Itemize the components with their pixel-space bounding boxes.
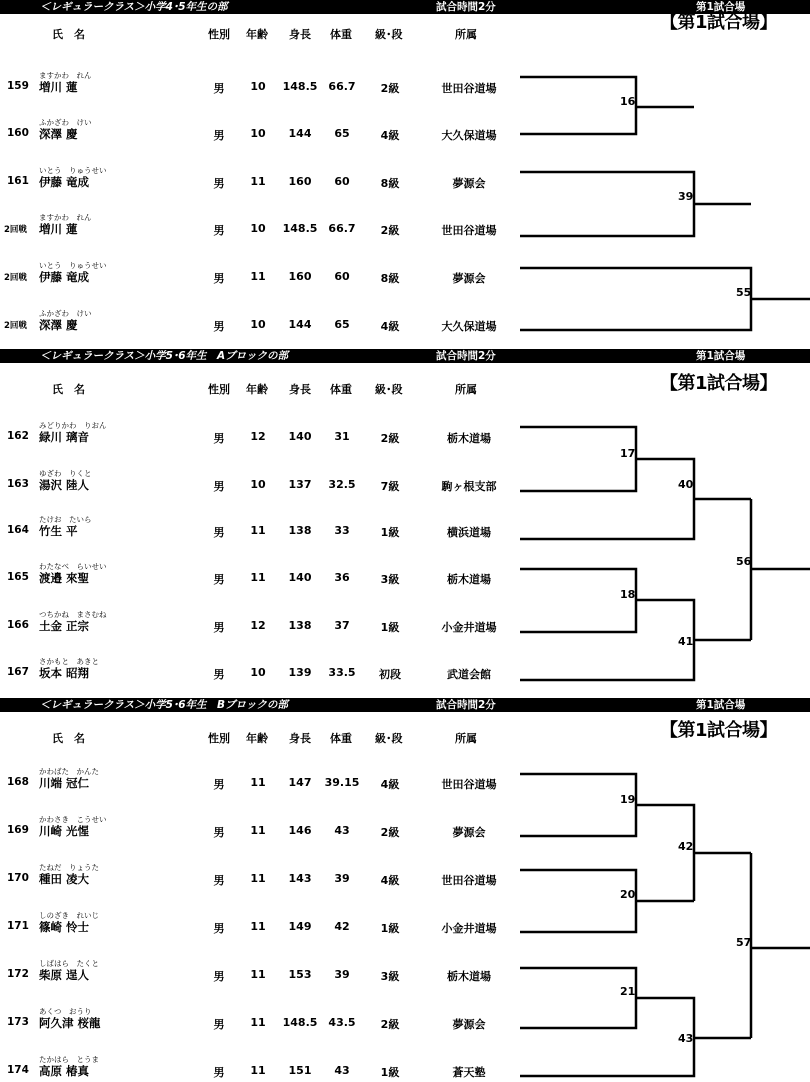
gender: 男 [213, 129, 225, 142]
competitor-name: 坂本 昭翔 [39, 666, 90, 680]
competitor-name: 川端 冠仁 [39, 776, 90, 790]
col-header-name: 氏 名 [52, 383, 85, 396]
age: 11 [250, 968, 266, 981]
weight: 36 [334, 571, 350, 584]
bracket-line [520, 172, 694, 236]
gender: 男 [213, 1066, 225, 1079]
age: 10 [250, 222, 266, 235]
gender: 男 [213, 320, 225, 333]
gender: 男 [213, 272, 225, 285]
venue-heading: 【第1試合場】 [660, 12, 778, 33]
col-header-weight: 体重 [330, 383, 352, 396]
gender: 男 [213, 668, 225, 681]
height: 146 [288, 824, 312, 837]
match-number: 19 [620, 793, 636, 806]
age: 10 [250, 478, 266, 491]
venue-label: 第1試合場 [696, 350, 746, 362]
furigana: いとう りゅうせい [39, 261, 107, 270]
height: 144 [288, 127, 312, 140]
weight: 39 [334, 872, 350, 885]
age: 11 [250, 920, 266, 933]
col-header-age: 年齢 [246, 28, 268, 41]
competitor-name: 川崎 光惺 [39, 824, 90, 838]
match-number: 18 [620, 588, 636, 601]
match-number: 17 [620, 447, 636, 460]
weight: 33.5 [328, 666, 356, 679]
furigana: しばはら たくと [39, 959, 99, 968]
competitor-name: 土金 正宗 [39, 619, 90, 633]
age: 11 [250, 776, 266, 789]
grade: 8級 [380, 177, 400, 190]
col-header-age: 年齢 [246, 383, 268, 396]
bracket-line [520, 998, 694, 1076]
bracket-line [520, 268, 751, 330]
age: 11 [250, 524, 266, 537]
col-header-name: 氏 名 [52, 28, 85, 41]
furigana: かわばた かんた [39, 767, 99, 776]
furigana: ますかわ れん [39, 213, 92, 222]
match-number: 56 [736, 555, 752, 568]
furigana: たねだ りょうた [39, 863, 99, 872]
grade: 4級 [380, 129, 400, 142]
affiliation: 大久保道場 [441, 129, 497, 142]
affiliation: 武道会館 [447, 668, 491, 681]
col-header-affiliation: 所属 [455, 732, 477, 745]
entry-number: 168 [7, 776, 29, 788]
match-time: 試合時間2分 [436, 699, 496, 711]
weight: 66.7 [328, 222, 356, 235]
col-header-weight: 体重 [330, 28, 352, 41]
grade: 4級 [380, 320, 400, 333]
match-number: 41 [678, 635, 694, 648]
age: 11 [250, 824, 266, 837]
grade: 1級 [380, 621, 400, 634]
section-title: ＜レギュラークラス＞小学5･6年生 Aブロックの部 [40, 350, 288, 362]
weight: 65 [334, 318, 350, 331]
grade: 8級 [380, 272, 400, 285]
age: 12 [250, 430, 266, 443]
height: 148.5 [282, 1016, 318, 1029]
gender: 男 [213, 970, 225, 983]
competitor-name: 深澤 慶 [39, 318, 78, 332]
section-title: ＜レギュラークラス＞小学4･5年生の部 [40, 1, 228, 13]
affiliation: 小金井道場 [441, 922, 497, 935]
col-header-grade: 級･段 [375, 732, 403, 745]
affiliation: 夢源会 [452, 826, 486, 839]
furigana: ふかざわ けい [39, 309, 92, 318]
weight: 39 [334, 968, 350, 981]
venue-label: 第1試合場 [696, 1, 746, 13]
entry-number: 162 [7, 430, 29, 442]
furigana: わたなべ らいせい [39, 562, 107, 571]
entry-number: 165 [7, 571, 29, 583]
age: 11 [250, 571, 266, 584]
gender: 男 [213, 874, 225, 887]
entry-number: 2回戦 [4, 225, 27, 235]
bracket-line [520, 427, 636, 491]
height: 147 [288, 776, 312, 789]
height: 153 [288, 968, 312, 981]
age: 12 [250, 619, 266, 632]
furigana: ふかざわ けい [39, 118, 92, 127]
grade: 1級 [380, 526, 400, 539]
height: 139 [288, 666, 312, 679]
weight: 43.5 [328, 1016, 356, 1029]
match-number: 20 [620, 888, 636, 901]
col-header-height: 身長 [289, 28, 311, 41]
bracket-line [520, 870, 636, 932]
weight: 43 [334, 1064, 350, 1077]
affiliation: 夢源会 [452, 272, 486, 285]
age: 11 [250, 1016, 266, 1029]
bracket-line [520, 459, 694, 539]
weight: 39.15 [324, 776, 360, 789]
match-number: 16 [620, 95, 636, 108]
height: 149 [288, 920, 312, 933]
gender: 男 [213, 526, 225, 539]
gender: 男 [213, 1018, 225, 1031]
match-number: 57 [736, 936, 752, 949]
grade: 3級 [380, 970, 400, 983]
age: 10 [250, 80, 266, 93]
competitor-name: 竹生 平 [39, 524, 78, 538]
grade: 2級 [380, 432, 400, 445]
weight: 43 [334, 824, 350, 837]
furigana: かわさき こうせい [39, 815, 107, 824]
bracket-line [520, 77, 636, 134]
grade: 2級 [380, 82, 400, 95]
grade: 3級 [380, 573, 400, 586]
venue-heading: 【第1試合場】 [660, 720, 778, 741]
match-number: 39 [678, 190, 694, 203]
match-time: 試合時間2分 [436, 350, 496, 362]
match-time: 試合時間2分 [436, 1, 496, 13]
weight: 37 [334, 619, 350, 632]
height: 138 [288, 524, 312, 537]
grade: 4級 [380, 778, 400, 791]
competitor-name: 湯沢 陸人 [39, 478, 90, 492]
entry-number: 2回戦 [4, 273, 27, 283]
entry-number: 166 [7, 619, 29, 631]
competitor-name: 伊藤 竜成 [39, 270, 90, 284]
col-header-grade: 級･段 [375, 28, 403, 41]
entry-number: 161 [7, 175, 29, 187]
bracket-line [636, 805, 694, 901]
bracket-line [520, 968, 636, 1028]
affiliation: 世田谷道場 [441, 778, 497, 791]
affiliation: 蒼天塾 [452, 1066, 486, 1079]
height: 138 [288, 619, 312, 632]
weight: 60 [334, 175, 350, 188]
bracket-line [520, 600, 694, 680]
affiliation: 世田谷道場 [441, 82, 497, 95]
grade: 1級 [380, 1066, 400, 1079]
match-number: 40 [678, 478, 694, 491]
tournament-bracket [0, 698, 810, 1082]
age: 11 [250, 175, 266, 188]
entry-number: 171 [7, 920, 29, 932]
col-header-grade: 級･段 [375, 383, 403, 396]
entry-number: 164 [7, 524, 29, 536]
entry-number: 159 [7, 80, 29, 92]
competitor-name: 増川 蓮 [39, 222, 78, 236]
height: 144 [288, 318, 312, 331]
furigana: しのざき れいじ [39, 911, 99, 920]
col-header-height: 身長 [289, 732, 311, 745]
height: 151 [288, 1064, 312, 1077]
height: 148.5 [282, 222, 318, 235]
weight: 42 [334, 920, 350, 933]
col-header-gender: 性別 [208, 28, 230, 41]
competitor-name: 渡邉 來聖 [39, 571, 90, 585]
col-header-gender: 性別 [208, 732, 230, 745]
age: 10 [250, 666, 266, 679]
gender: 男 [213, 621, 225, 634]
gender: 男 [213, 922, 225, 935]
tournament-bracket [0, 0, 810, 350]
furigana: さかもと あきと [39, 657, 99, 666]
height: 160 [288, 270, 312, 283]
age: 11 [250, 1064, 266, 1077]
col-header-affiliation: 所属 [455, 383, 477, 396]
entry-number: 2回戦 [4, 321, 27, 331]
competitor-name: 篠崎 怜士 [39, 920, 90, 934]
height: 148.5 [282, 80, 318, 93]
gender: 男 [213, 480, 225, 493]
age: 10 [250, 318, 266, 331]
height: 137 [288, 478, 312, 491]
venue-label: 第1試合場 [696, 699, 746, 711]
col-header-name: 氏 名 [52, 732, 85, 745]
entry-number: 172 [7, 968, 29, 980]
weight: 31 [334, 430, 350, 443]
grade: 2級 [380, 1018, 400, 1031]
entry-number: 173 [7, 1016, 29, 1028]
affiliation: 世田谷道場 [441, 874, 497, 887]
affiliation: 横浜道場 [447, 526, 491, 539]
section-grade-5-6-block-b [0, 698, 810, 1082]
furigana: あくつ おうり [39, 1007, 92, 1016]
col-header-height: 身長 [289, 383, 311, 396]
match-number: 55 [736, 286, 752, 299]
grade: 4級 [380, 874, 400, 887]
grade: 7級 [380, 480, 400, 493]
entry-number: 169 [7, 824, 29, 836]
competitor-name: 高原 椿真 [39, 1064, 90, 1078]
affiliation: 栃木道場 [447, 432, 491, 445]
gender: 男 [213, 573, 225, 586]
furigana: つちかね まさむね [39, 610, 107, 619]
gender: 男 [213, 826, 225, 839]
height: 143 [288, 872, 312, 885]
affiliation: 栃木道場 [447, 573, 491, 586]
affiliation: 小金井道場 [441, 621, 497, 634]
furigana: たかはら とうま [39, 1055, 99, 1064]
entry-number: 170 [7, 872, 29, 884]
grade: 初段 [379, 668, 401, 681]
weight: 60 [334, 270, 350, 283]
venue-heading: 【第1試合場】 [660, 373, 778, 394]
match-number: 21 [620, 985, 636, 998]
affiliation: 栃木道場 [447, 970, 491, 983]
furigana: たけお たいら [39, 515, 92, 524]
entry-number: 160 [7, 127, 29, 139]
competitor-name: 増川 蓮 [39, 80, 78, 94]
section-grade-5-6-block-a [0, 349, 810, 699]
gender: 男 [213, 177, 225, 190]
gender: 男 [213, 224, 225, 237]
furigana: いとう りゅうせい [39, 166, 107, 175]
age: 10 [250, 127, 266, 140]
col-header-gender: 性別 [208, 383, 230, 396]
section-grade-4-5 [0, 0, 810, 350]
weight: 33 [334, 524, 350, 537]
furigana: ますかわ れん [39, 71, 92, 80]
col-header-affiliation: 所属 [455, 28, 477, 41]
competitor-name: 深澤 慶 [39, 127, 78, 141]
competitor-name: 伊藤 竜成 [39, 175, 90, 189]
affiliation: 夢源会 [452, 1018, 486, 1031]
affiliation: 夢源会 [452, 177, 486, 190]
weight: 65 [334, 127, 350, 140]
gender: 男 [213, 82, 225, 95]
entry-number: 167 [7, 666, 29, 678]
grade: 2級 [380, 224, 400, 237]
age: 11 [250, 872, 266, 885]
entry-number: 163 [7, 478, 29, 490]
entry-number: 174 [7, 1064, 29, 1076]
bracket-line [520, 774, 636, 836]
competitor-name: 緑川 璃音 [39, 430, 90, 444]
section-title: ＜レギュラークラス＞小学5･6年生 Bブロックの部 [40, 699, 288, 711]
tournament-bracket [0, 349, 810, 699]
match-number: 42 [678, 840, 694, 853]
affiliation: 大久保道場 [441, 320, 497, 333]
weight: 32.5 [328, 478, 356, 491]
gender: 男 [213, 432, 225, 445]
gender: 男 [213, 778, 225, 791]
bracket-line [520, 569, 636, 632]
competitor-name: 柴原 逞人 [39, 968, 90, 982]
col-header-weight: 体重 [330, 732, 352, 745]
competitor-name: 阿久津 桜龍 [39, 1016, 101, 1030]
height: 140 [288, 430, 312, 443]
competitor-name: 種田 凌大 [39, 872, 90, 886]
match-number: 43 [678, 1032, 694, 1045]
affiliation: 駒ヶ根支部 [441, 480, 497, 493]
height: 140 [288, 571, 312, 584]
grade: 2級 [380, 826, 400, 839]
furigana: ゆざわ りくと [39, 469, 92, 478]
grade: 1級 [380, 922, 400, 935]
furigana: みどりかわ りおん [39, 421, 107, 430]
age: 11 [250, 270, 266, 283]
height: 160 [288, 175, 312, 188]
affiliation: 世田谷道場 [441, 224, 497, 237]
weight: 66.7 [328, 80, 356, 93]
col-header-age: 年齢 [246, 732, 268, 745]
